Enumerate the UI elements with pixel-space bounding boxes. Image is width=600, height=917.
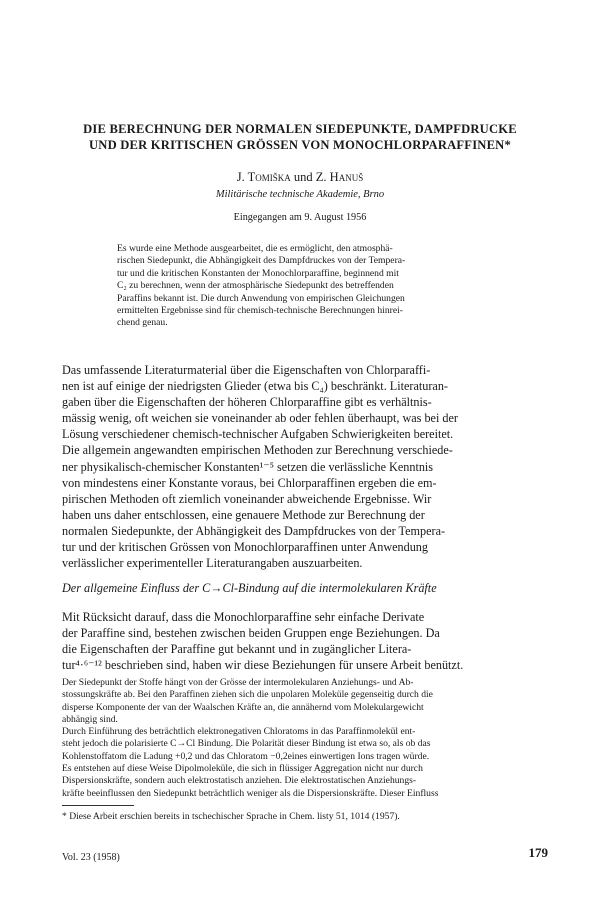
volume-label: Vol. 23 (1958): [62, 852, 120, 863]
small-line: Dispersionskräfte, sondern auch elektrostatisch anziehen. Die elektrostatischen Anziehungs-: [62, 775, 417, 787]
small-line: steht jedoch die polarisierte C→Cl Bindung. Die Polarität dieser Bindung ist etwa so, als ob das: [62, 738, 431, 750]
abstract-line: C₂ zu berechnen, wenn der atmosphärische Siedepunkt des betreffenden: [117, 280, 394, 292]
body-line: gaben über die Eigenschaften der höheren Chlorparaffine gibt es verhältnis-: [62, 395, 432, 410]
author-name: Z. Hanuš: [315, 170, 364, 184]
body-line: Lösung verschiedener chemisch-technischer Aufgaben Schwierigkeiten bereitet.: [62, 427, 454, 442]
body-line: Die allgemein angewandten empirischen Methoden zur Berechnung verschiede-: [62, 443, 453, 458]
page-number: 179: [528, 845, 548, 860]
small-line: disperse Komponente der van der Waalschen Kräfte an, die annähernd vom Molekulargewicht: [62, 701, 424, 713]
small-line: Durch Einführung des beträchtlich elektronegativen Chloratoms in das Paraffinmolekül ent-: [62, 726, 416, 738]
abstract-line: Paraffins bekannt ist. Die durch Anwendung von empirischen Gleichungen: [117, 292, 405, 304]
authors: [0, 170, 600, 185]
abstract: [117, 243, 485, 330]
body-line: von mindestens einer Konstante voraus, bei Chlorparaffinen ergeben die em-: [62, 475, 437, 490]
affiliation: Militärische technische Akademie, Brno: [215, 189, 385, 200]
abstract-line: chend genau.: [117, 317, 168, 329]
footnote: [62, 811, 549, 822]
article-title: [20, 121, 580, 153]
body-line: mässig wenig, oft weichen sie voneinander ab oder fehlen überhaupt, was bei der: [62, 411, 458, 426]
body-line: Mit Rücksicht darauf, dass die Monochlorparaffine sehr einfache Derivate: [62, 610, 425, 624]
body-paragraph-1: [62, 362, 549, 571]
abstract-line: ermittelten Ergebnisse sind für chemisch-technische Berechnungen hinrei-: [117, 305, 403, 317]
footnote-divider: [62, 805, 134, 806]
body-line: verlässlicher experimenteller Literaturangaben auszuarbeiten.: [62, 556, 363, 571]
section-heading: Der allgemeine Einfluss der C→Cl-Bindung auf die intermolekularen Kräfte: [62, 581, 437, 595]
abstract-line: rischen Siedepunkt, die Abhängigkeit des Dampfdruckes von der Tempera-: [117, 255, 406, 267]
small-line: kräfte beeinflussen den Siedepunkt beträchtlich weniger als die Dispersionskräfte. Dieser Einfluss: [62, 787, 439, 799]
body-line: normalen Siedepunkte, der Abhängigkeit des Dampfdruckes von der Tempera-: [62, 523, 446, 538]
author-name: J. Tomiška: [236, 170, 291, 184]
footnote-text: Diese Arbeit erschien bereits in tschechischer Sprache in Chem. listy 51, 1014 (1957).: [69, 811, 400, 822]
body-line: der Paraffine sind, bestehen zwischen beiden Gruppen enge Beziehungen. Da: [62, 626, 440, 641]
body-line: tur und der kritischen Grössen von Monochlorparaffinen unter Anwendung: [62, 540, 428, 555]
body-line: die Eigenschaften der Paraffine gut bekannt und in zugänglicher Litera-: [62, 642, 412, 657]
footnote-mark: *: [62, 811, 67, 822]
title-line-2: UND DER KRITISCHEN GRÖSSEN VON MONOCHLORPARAFFINEN*: [89, 138, 511, 152]
author-conjunction: und: [290, 170, 316, 184]
body-line: ner physikalisch-chemischer Konstanten¹⁻⁵ setzen die verlässliche Kenntnis: [62, 459, 434, 474]
body-line: Das umfassende Literaturmaterial über die Eigenschaften von Chlorparaffi-: [62, 363, 431, 377]
small-line: abhängig sind.: [62, 713, 118, 725]
abstract-line: Es wurde eine Methode ausgearbeitet, die es ermöglicht, den atmosphä-: [117, 243, 393, 254]
received-date: Eingegangen am 9. August 1956: [233, 212, 367, 223]
body-line: pirischen Methoden oft ziemlich voneinander abweichende Ergebnisse. Wir: [62, 491, 432, 506]
small-print-text: [62, 677, 549, 800]
body-paragraph-2: [62, 609, 549, 673]
body-line: haben uns daher entschlossen, eine genauere Methode zur Berechnung der: [62, 507, 425, 522]
title-line-1: DIE BERECHNUNG DER NORMALEN SIEDEPUNKTE, DAMPFDRUCKE: [83, 122, 517, 136]
body-line: tur⁴·⁶⁻¹² beschrieben sind, haben wir diese Beziehungen für unsere Arbeit benützt.: [62, 658, 464, 673]
body-line: nen ist auf einige der niedrigsten Glieder (etwa bis C₄) beschränkt. Literaturan-: [62, 379, 448, 394]
abstract-line: tur und die kritischen Konstanten der Monochlorparaffine, beginnend mit: [117, 267, 399, 279]
small-line: Der Siedepunkt der Stoffe hängt von der Grösse der intermolekularen Anziehungs- und Ab-: [62, 677, 414, 688]
small-line: Kohlenstoffatom die Ladung +0,2 und das Chloratom −0,2eines einwertigen Ions tragen würde.: [62, 750, 430, 762]
small-line: stossungskräfte ab. Bei den Paraffinen ziehen sich die unpolaren Moleküle gegenseitig durch die: [62, 689, 433, 701]
small-line: Es entstehen auf diese Weise Dipolmoleküle, die sich in flüssiger Aggregation nicht nur durch: [62, 763, 423, 775]
